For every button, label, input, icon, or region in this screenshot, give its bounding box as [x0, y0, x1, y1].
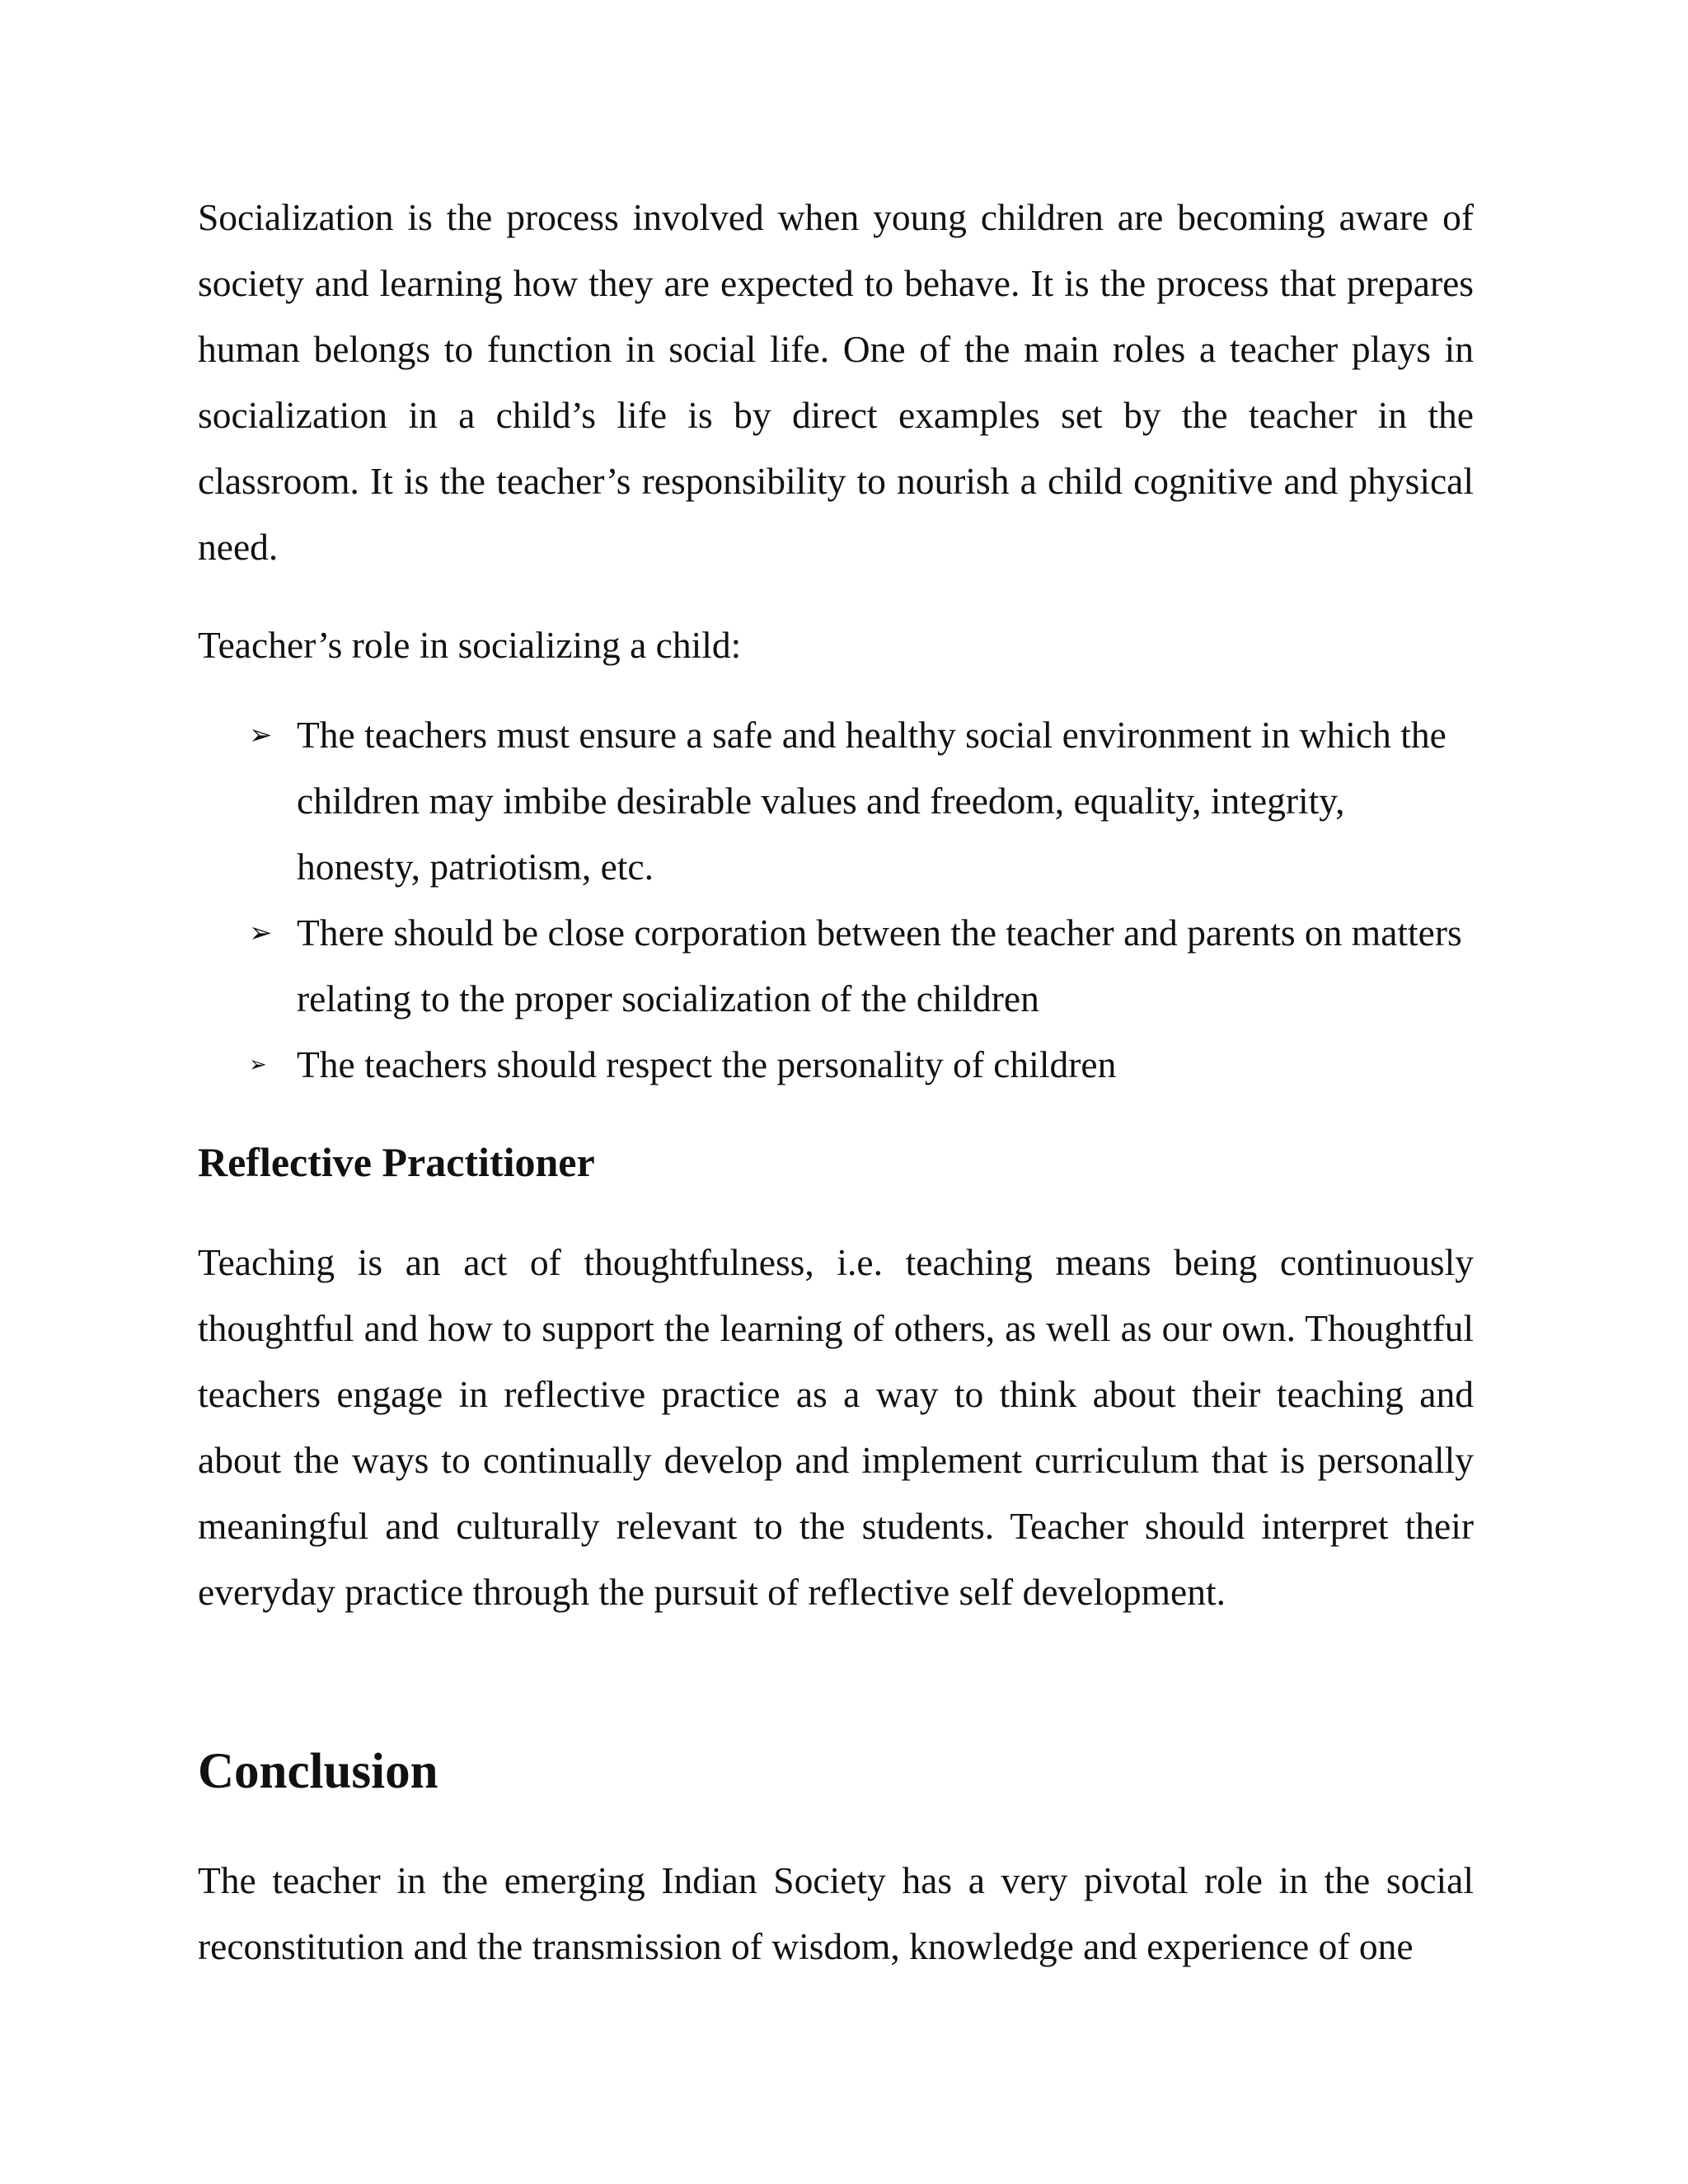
- list-item: [198, 1032, 1474, 1098]
- section-heading-conclusion: Conclusion: [198, 1744, 438, 1799]
- reflective-paragraph: Teaching is an act of thoughtfulness, i.e. teaching means being continuously thoughtful and how to support the learning of others, as well as our own. Thoughtful teachers engage in reflective practice as a way to think about their teaching and about the ways to continually develop and implement curriculum that is personally meaningful and culturally relevant to the students. Teacher should interpret their everyday practice through the pursuit of reflective self development.: [198, 1241, 1474, 1613]
- teacher-role-list: [198, 702, 1474, 1098]
- list-item: [198, 900, 1474, 1032]
- intro-paragraph: Socialization is the process involved when young children are becoming aware of society and learning how they are expected to behave. It is the process that prepares human belongs to function in social life. One of the main roles a teacher plays in socialization in a child’s life is by direct examples set by the teacher in the classroom. It is the teacher’s responsibility to nourish a child cognitive and physical need.: [198, 196, 1474, 568]
- section-heading-reflective-practitioner: Reflective Practitioner: [198, 1139, 595, 1185]
- list-item-text: The teachers should respect the personality of children: [297, 1043, 1117, 1085]
- list-item-text: There should be close corporation between the teacher and parents on matters relating to the proper socialization of the children: [297, 912, 1462, 1019]
- arrow-bullet-icon: ➢: [249, 719, 273, 752]
- arrow-bullet-icon: ➢: [249, 1052, 267, 1077]
- conclusion-paragraph: The teacher in the emerging Indian Society has a very pivotal role in the social reconstitution and the transmission of wisdom, knowledge and experience of one: [198, 1859, 1474, 1967]
- list-item-text: The teachers must ensure a safe and healthy social environment in which the children may imbibe desirable values and freedom, equality, integrity, honesty, patriotism, etc.: [297, 714, 1447, 888]
- arrow-bullet-icon: ➢: [249, 916, 273, 949]
- teacher-role-lead: Teacher’s role in socializing a child:: [198, 624, 742, 666]
- list-item: [198, 702, 1474, 900]
